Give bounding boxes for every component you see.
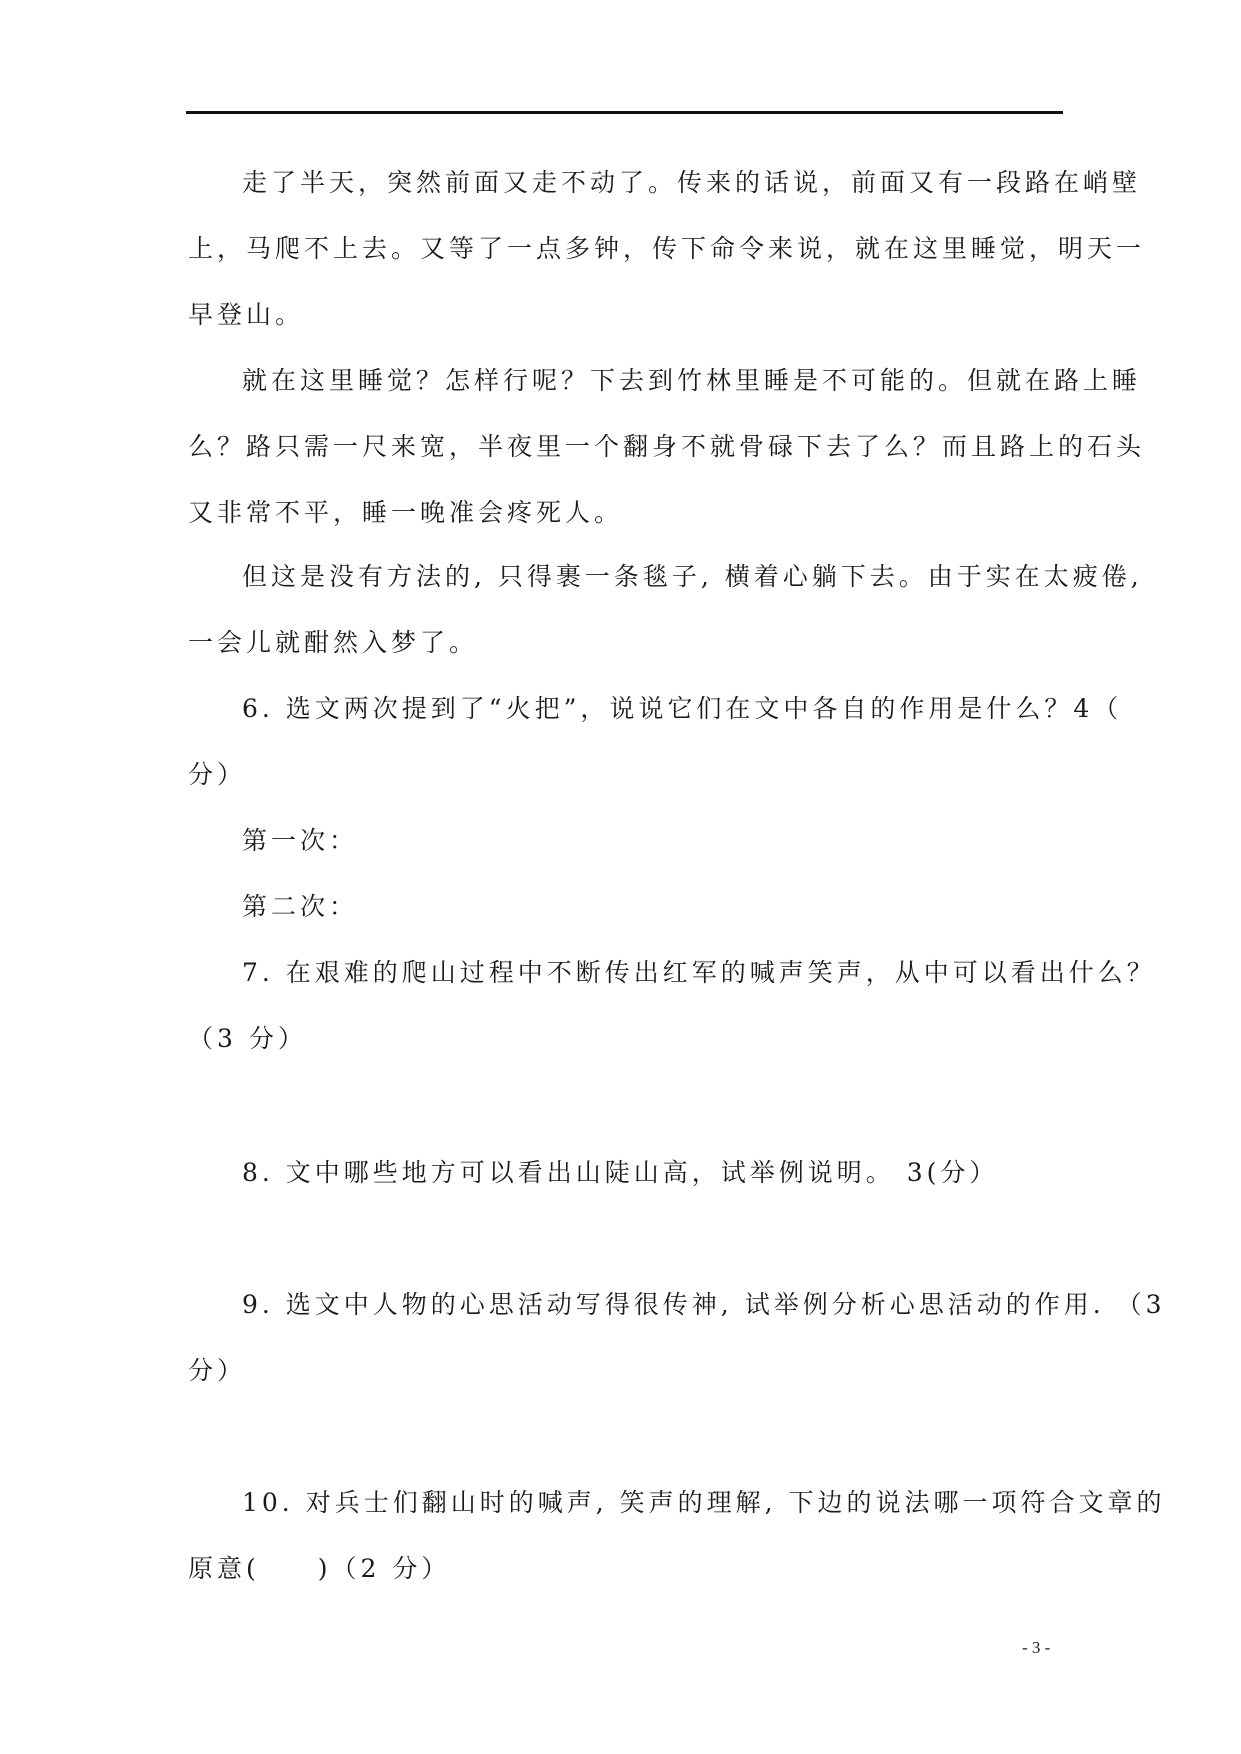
question-10-line-1: 10. 对兵士们翻山时的喊声, 笑声的理解, 下边的说法哪一项符合文章的 bbox=[242, 1488, 1166, 1517]
paragraph-2-line-1: 就在这里睡觉？怎样行呢？下去到竹林里睡是不可能的。但就在路上睡 bbox=[242, 366, 1142, 395]
question-8-line-1: 8. 文中哪些地方可以看出山陡山高，试举例说明。 3(分） bbox=[242, 1158, 999, 1187]
question-6-first-answer-label: 第一次： bbox=[242, 826, 359, 855]
paragraph-3-line-2: 一会儿就酣然入梦了。 bbox=[188, 628, 479, 657]
paragraph-1-line-3: 早登山。 bbox=[188, 300, 305, 329]
question-6-line-2: 分） bbox=[188, 760, 247, 789]
paragraph-1-line-1: 走了半天，突然前面又走不动了。传来的话说，前面又有一段路在峭壁 bbox=[242, 168, 1142, 197]
question-6-line-1: 6. 选文两次提到了“火把”，说说它们在文中各自的作用是什么？4（ bbox=[242, 694, 1123, 723]
paragraph-1-line-2: 上，马爬不上去。又等了一点多钟，传下命令来说，就在这里睡觉，明天一 bbox=[188, 234, 1146, 263]
question-9-line-1: 9. 选文中人物的心思活动写得很传神, 试举例分析心思活动的作用. （3 bbox=[242, 1290, 1166, 1319]
question-6-second-answer-label: 第二次： bbox=[242, 892, 359, 921]
question-7-line-1: 7. 在艰难的爬山过程中不断传出红军的喊声笑声，从中可以看出什么？ bbox=[242, 958, 1156, 987]
page-number: - 3 - bbox=[1022, 1638, 1051, 1657]
question-9-line-2: 分） bbox=[188, 1356, 247, 1385]
paragraph-3-line-1: 但这是没有方法的, 只得裹一条毯子, 横着心躺下去。由于实在太疲倦, bbox=[242, 562, 1143, 591]
question-7-line-2: （3 分） bbox=[188, 1024, 307, 1053]
header-rule bbox=[186, 111, 1063, 114]
question-10-line-2: 原意( )（2 分） bbox=[188, 1554, 451, 1583]
paragraph-2-line-3: 又非常不平，睡一晚准会疼死人。 bbox=[188, 498, 624, 527]
paragraph-2-line-2: 么？路只需一尺来宽，半夜里一个翻身不就骨碌下去了么？而且路上的石头 bbox=[188, 432, 1146, 461]
